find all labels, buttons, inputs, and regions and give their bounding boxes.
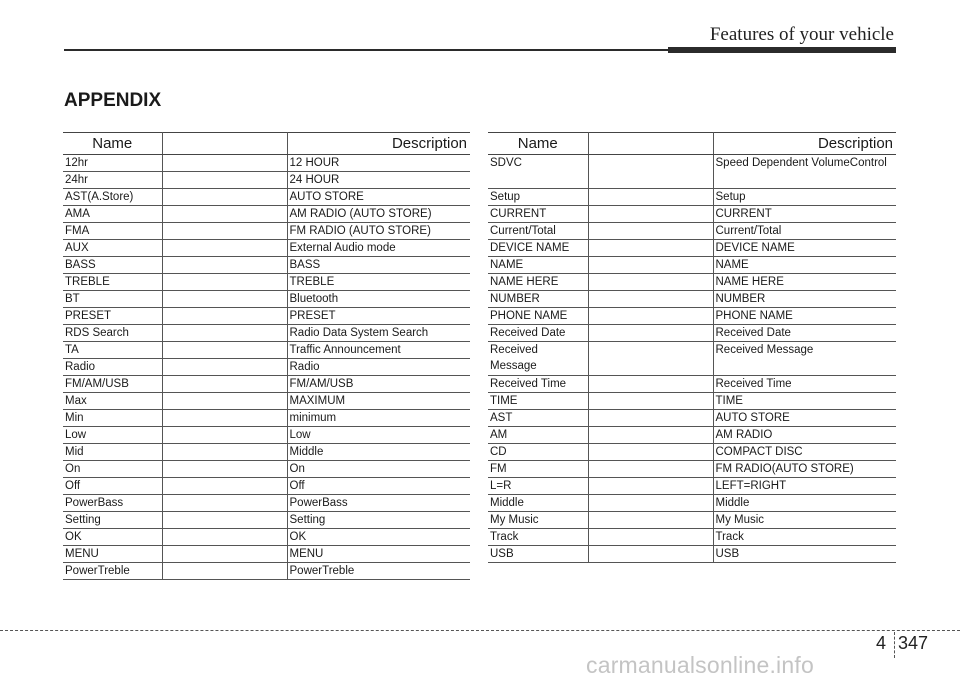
cell-description: COMPACT DISC <box>713 444 896 461</box>
cell-spacer <box>588 240 713 257</box>
cell-description: AUTO STORE <box>287 189 470 206</box>
cell-description: MAXIMUM <box>287 393 470 410</box>
table-row <box>488 342 896 376</box>
appendix-title: APPENDIX <box>64 90 162 111</box>
cell-name: Off <box>63 478 162 495</box>
cell-name: Received Time <box>488 376 588 393</box>
cell-name: DEVICE NAME <box>488 240 588 257</box>
cell-spacer <box>588 308 713 325</box>
table-row <box>488 155 896 189</box>
cell-spacer <box>162 512 287 529</box>
cell-name: PHONE NAME <box>488 308 588 325</box>
table-row <box>488 325 896 342</box>
page-number: 347 <box>898 633 929 653</box>
table-row <box>63 189 470 206</box>
cell-spacer <box>588 478 713 495</box>
cell-name: AM <box>488 427 588 444</box>
cell-spacer <box>588 342 713 376</box>
cell-name: Middle <box>488 495 588 512</box>
cell-description: minimum <box>287 410 470 427</box>
cell-spacer <box>162 444 287 461</box>
cell-description: Radio <box>287 359 470 376</box>
cell-name: 12hr <box>63 155 162 172</box>
appendix-table-right-body <box>488 155 896 563</box>
cell-name: RDS Search <box>63 325 162 342</box>
page-separator <box>894 632 895 658</box>
cell-description: AM RADIO (AUTO STORE) <box>287 206 470 223</box>
appendix-table-left <box>63 132 470 580</box>
table-row <box>63 461 470 478</box>
table-row <box>488 206 896 223</box>
table-row <box>63 495 470 512</box>
cell-spacer <box>162 393 287 410</box>
header-rule <box>64 49 668 51</box>
cell-spacer <box>162 359 287 376</box>
cell-spacer <box>588 206 713 223</box>
cell-spacer <box>588 427 713 444</box>
table-row <box>63 308 470 325</box>
table-header-row <box>63 133 470 155</box>
cell-name: 24hr <box>63 172 162 189</box>
cell-description: AUTO STORE <box>713 410 896 427</box>
cell-name: PowerBass <box>63 495 162 512</box>
cell-spacer <box>588 512 713 529</box>
table-row <box>488 512 896 529</box>
cell-name: NUMBER <box>488 291 588 308</box>
column-header-description: Description <box>287 133 470 155</box>
cell-description: NAME HERE <box>713 274 896 291</box>
cell-name: NAME HERE <box>488 274 588 291</box>
table-row <box>63 325 470 342</box>
cell-spacer <box>162 223 287 240</box>
cell-description: Setting <box>287 512 470 529</box>
cell-description: AM RADIO <box>713 427 896 444</box>
table-row <box>488 427 896 444</box>
table-row <box>488 393 896 410</box>
table-row <box>63 155 470 172</box>
cell-spacer <box>162 206 287 223</box>
cell-name: AST <box>488 410 588 427</box>
cell-description: DEVICE NAME <box>713 240 896 257</box>
cell-description: FM RADIO (AUTO STORE) <box>287 223 470 240</box>
cell-description: Radio Data System Search <box>287 325 470 342</box>
cell-spacer <box>588 393 713 410</box>
cell-spacer <box>162 427 287 444</box>
cell-name: AMA <box>63 206 162 223</box>
cell-spacer <box>588 274 713 291</box>
cell-name: NAME <box>488 257 588 274</box>
cell-description: 12 HOUR <box>287 155 470 172</box>
table-row <box>488 495 896 512</box>
column-header-name: Name <box>488 133 588 155</box>
cell-name: PowerTreble <box>63 563 162 580</box>
cell-spacer <box>588 257 713 274</box>
cell-spacer <box>588 410 713 427</box>
cell-name: Mid <box>63 444 162 461</box>
cell-name: BT <box>63 291 162 308</box>
table-row <box>488 529 896 546</box>
cell-name: BASS <box>63 257 162 274</box>
cell-description: LEFT=RIGHT <box>713 478 896 495</box>
cell-name: AST(A.Store) <box>63 189 162 206</box>
cell-spacer <box>588 155 713 189</box>
table-row <box>63 444 470 461</box>
table-row <box>63 274 470 291</box>
cell-description: TIME <box>713 393 896 410</box>
table-row <box>488 410 896 427</box>
cell-name: FMA <box>63 223 162 240</box>
cell-spacer <box>162 563 287 580</box>
table-row <box>63 427 470 444</box>
cell-name: My Music <box>488 512 588 529</box>
cell-spacer <box>588 546 713 563</box>
table-row <box>488 376 896 393</box>
table-row <box>63 240 470 257</box>
cell-spacer <box>162 546 287 563</box>
cell-name: TIME <box>488 393 588 410</box>
cell-description: My Music <box>713 512 896 529</box>
cell-spacer <box>162 274 287 291</box>
cell-name: SDVC <box>488 155 588 189</box>
cell-name: Setup <box>488 189 588 206</box>
cell-description: NUMBER <box>713 291 896 308</box>
cell-spacer <box>162 257 287 274</box>
cell-name: TA <box>63 342 162 359</box>
cell-description: TREBLE <box>287 274 470 291</box>
cell-description: OK <box>287 529 470 546</box>
cell-description: PHONE NAME <box>713 308 896 325</box>
cell-description: Received Date <box>713 325 896 342</box>
cell-spacer <box>588 376 713 393</box>
cell-description: NAME <box>713 257 896 274</box>
cell-description: PRESET <box>287 308 470 325</box>
table-row <box>488 223 896 240</box>
table-row <box>63 257 470 274</box>
cell-description: Bluetooth <box>287 291 470 308</box>
header-rule-accent <box>668 47 896 53</box>
cell-name: Current/Total <box>488 223 588 240</box>
cell-spacer <box>588 495 713 512</box>
table-row <box>63 546 470 563</box>
header-section-title: Features of your vehicle <box>709 24 894 45</box>
cell-name: AUX <box>63 240 162 257</box>
cell-name: Received Message <box>488 342 588 376</box>
cell-name: Radio <box>63 359 162 376</box>
cell-description: External Audio mode <box>287 240 470 257</box>
column-header-spacer <box>162 133 287 155</box>
appendix-table-left-body <box>63 155 470 580</box>
cell-name: MENU <box>63 546 162 563</box>
table-row <box>63 478 470 495</box>
cell-description: Track <box>713 529 896 546</box>
table-row <box>488 274 896 291</box>
cell-description: MENU <box>287 546 470 563</box>
cell-spacer <box>162 189 287 206</box>
cell-spacer <box>588 189 713 206</box>
cell-description: Speed Dependent VolumeControl <box>713 155 896 189</box>
column-header-name: Name <box>63 133 162 155</box>
table-row <box>488 444 896 461</box>
cell-description: Low <box>287 427 470 444</box>
cell-name: FM <box>488 461 588 478</box>
cell-spacer <box>588 529 713 546</box>
chapter-number: 4 <box>876 633 887 653</box>
cell-name: L=R <box>488 478 588 495</box>
table-row <box>63 410 470 427</box>
cell-description: BASS <box>287 257 470 274</box>
table-row <box>63 376 470 393</box>
cell-description: USB <box>713 546 896 563</box>
table-row <box>63 291 470 308</box>
cell-spacer <box>162 461 287 478</box>
table-row <box>63 172 470 189</box>
cell-description: Received Message <box>713 342 896 376</box>
cell-name: CD <box>488 444 588 461</box>
cell-name: On <box>63 461 162 478</box>
table-row <box>488 291 896 308</box>
cell-name: PRESET <box>63 308 162 325</box>
table-row <box>63 223 470 240</box>
cell-spacer <box>588 461 713 478</box>
cell-description: 24 HOUR <box>287 172 470 189</box>
cell-description: Received Time <box>713 376 896 393</box>
table-row <box>63 206 470 223</box>
cell-spacer <box>588 444 713 461</box>
cell-description: Off <box>287 478 470 495</box>
table-row <box>488 308 896 325</box>
cell-description: CURRENT <box>713 206 896 223</box>
cell-spacer <box>162 478 287 495</box>
cell-spacer <box>162 495 287 512</box>
cell-name: TREBLE <box>63 274 162 291</box>
table-row <box>488 546 896 563</box>
table-row <box>488 240 896 257</box>
cell-name: CURRENT <box>488 206 588 223</box>
cell-spacer <box>162 410 287 427</box>
cell-name: Low <box>63 427 162 444</box>
cell-spacer <box>588 223 713 240</box>
cell-name: FM/AM/USB <box>63 376 162 393</box>
cell-description: Current/Total <box>713 223 896 240</box>
cell-spacer <box>162 291 287 308</box>
table-row <box>63 563 470 580</box>
cell-spacer <box>162 155 287 172</box>
table-row <box>488 461 896 478</box>
cell-name: Max <box>63 393 162 410</box>
cell-description: Middle <box>713 495 896 512</box>
table-row <box>63 529 470 546</box>
watermark: carmanualsonline.info <box>586 652 814 678</box>
table-row <box>63 359 470 376</box>
appendix-table-right <box>488 132 896 563</box>
column-header-spacer <box>588 133 713 155</box>
table-row <box>63 342 470 359</box>
table-row <box>63 393 470 410</box>
column-header-description: Description <box>713 133 896 155</box>
cell-description: FM RADIO(AUTO STORE) <box>713 461 896 478</box>
cell-description: Middle <box>287 444 470 461</box>
cell-description: FM/AM/USB <box>287 376 470 393</box>
cell-spacer <box>162 376 287 393</box>
cell-spacer <box>588 325 713 342</box>
cell-spacer <box>162 172 287 189</box>
table-row <box>488 189 896 206</box>
cell-description: PowerBass <box>287 495 470 512</box>
cell-spacer <box>162 325 287 342</box>
cell-spacer <box>162 529 287 546</box>
cell-description: Setup <box>713 189 896 206</box>
cell-name: Min <box>63 410 162 427</box>
cell-name: Received Date <box>488 325 588 342</box>
cell-name: USB <box>488 546 588 563</box>
cell-description: PowerTreble <box>287 563 470 580</box>
table-row <box>488 478 896 495</box>
cell-spacer <box>162 342 287 359</box>
cell-name: OK <box>63 529 162 546</box>
cell-description: Traffic Announcement <box>287 342 470 359</box>
cell-name: Track <box>488 529 588 546</box>
cell-description: On <box>287 461 470 478</box>
cell-spacer <box>162 240 287 257</box>
table-row <box>488 257 896 274</box>
footer-rule <box>0 630 960 631</box>
cell-spacer <box>588 291 713 308</box>
cell-name: Setting <box>63 512 162 529</box>
table-row <box>63 512 470 529</box>
table-header-row <box>488 133 896 155</box>
cell-spacer <box>162 308 287 325</box>
